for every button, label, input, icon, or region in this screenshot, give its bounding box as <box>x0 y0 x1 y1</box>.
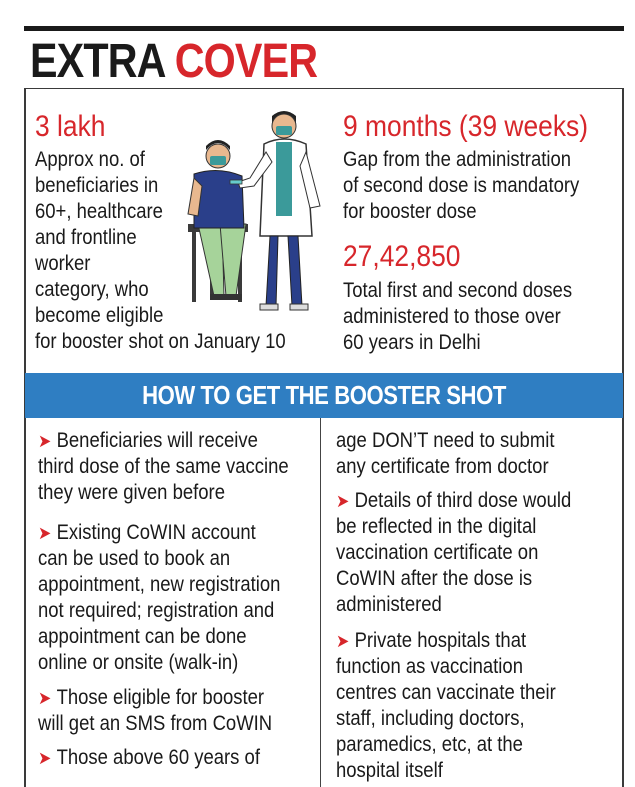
stat-figure-beneficiaries: 3 lakh <box>35 110 106 143</box>
text-line: 60 years in Delhi <box>343 331 481 354</box>
list-item: ➤ Private hospitals that function as vaccination centres can vaccinate their staff, including doctors, paramedics, etc, at the hospital itself <box>336 628 618 784</box>
list-item: ➤ Details of third dose would be reflected in the digital vaccination certificate on CoWIN after the dose is administered <box>336 488 618 618</box>
text-line: will get an SMS from CoWIN <box>38 712 273 735</box>
arrow-bullet-icon: ➤ <box>38 688 52 708</box>
title-word-extra: EXTRA <box>30 35 165 88</box>
list-item-continuation <box>336 428 618 480</box>
text-line: appointment, new registration <box>38 573 281 596</box>
text-line: worker <box>35 252 91 275</box>
list-item: ➤ Those eligible for booster will get an SMS from CoWIN <box>38 685 320 737</box>
text-line: administered to those over <box>343 305 561 328</box>
text-line: function as vaccination <box>336 655 523 678</box>
text-line: appointment can be done <box>38 625 247 648</box>
stat-text-gap <box>343 147 616 225</box>
list-item: ➤ Existing CoWIN account can be used to book an appointment, new registration not required; registration and appointment can be done online or onsite (walk-in) <box>38 520 320 676</box>
text-line: become eligible <box>35 304 164 327</box>
top-rule <box>24 26 624 31</box>
arrow-bullet-icon: ➤ <box>38 431 52 451</box>
text-line: paramedics, etc, at the <box>336 733 523 756</box>
text-line: they were given before <box>38 481 225 504</box>
arrow-bullet-icon: ➤ <box>38 748 52 768</box>
page-title <box>30 36 317 88</box>
frame-top-border <box>24 88 624 89</box>
section-header-band <box>25 373 623 418</box>
text-line: CoWIN after the dose is <box>336 567 533 590</box>
text-line: staff, including doctors, <box>336 707 525 730</box>
text-line: beneficiaries in <box>35 174 159 197</box>
list-item: ➤ Beneficiaries will receive third dose of the same vaccine they were given before <box>38 428 320 506</box>
vaccination-illustration <box>180 96 330 326</box>
text-line: can be used to book an <box>38 547 231 570</box>
text-line: for booster shot on January 10 <box>35 330 286 353</box>
text-line: Approx no. of <box>35 148 145 171</box>
text-line: any certificate from doctor <box>336 455 549 478</box>
stat-figure-doses: 27,42,850 <box>343 240 461 273</box>
section-title: HOW TO GET THE BOOSTER SHOT <box>142 380 506 410</box>
text-line: Total first and second doses <box>343 279 573 302</box>
text-line: administered <box>336 593 442 616</box>
text-line: 60+, healthcare <box>35 200 163 223</box>
stat-figure-gap: 9 months (39 weeks) <box>343 110 589 143</box>
column-divider <box>320 418 321 787</box>
stat-text-doses <box>343 278 616 356</box>
text-line: online or onsite (walk-in) <box>38 651 239 674</box>
text-line: third dose of the same vaccine <box>38 455 289 478</box>
title-word-cover: COVER <box>174 35 318 88</box>
text-line: for booster dose <box>343 200 477 223</box>
text-line: and frontline <box>35 226 137 249</box>
list-item: ➤ Those above 60 years of <box>38 746 260 769</box>
text-line: hospital itself <box>336 759 443 782</box>
text-line: not required; registration and <box>38 599 275 622</box>
arrow-bullet-icon: ➤ <box>336 631 350 651</box>
text-line: centres can vaccinate their <box>336 681 556 704</box>
text-line: Gap from the administration <box>343 148 572 171</box>
text-line: age DON’T need to submit <box>336 429 555 452</box>
arrow-bullet-icon: ➤ <box>38 523 52 543</box>
text-line: of second dose is mandatory <box>343 174 580 197</box>
text-line: be reflected in the digital <box>336 515 537 538</box>
arrow-bullet-icon: ➤ <box>336 491 350 511</box>
text-line: vaccination certificate on <box>336 541 539 564</box>
text-line: category, who <box>35 278 149 301</box>
